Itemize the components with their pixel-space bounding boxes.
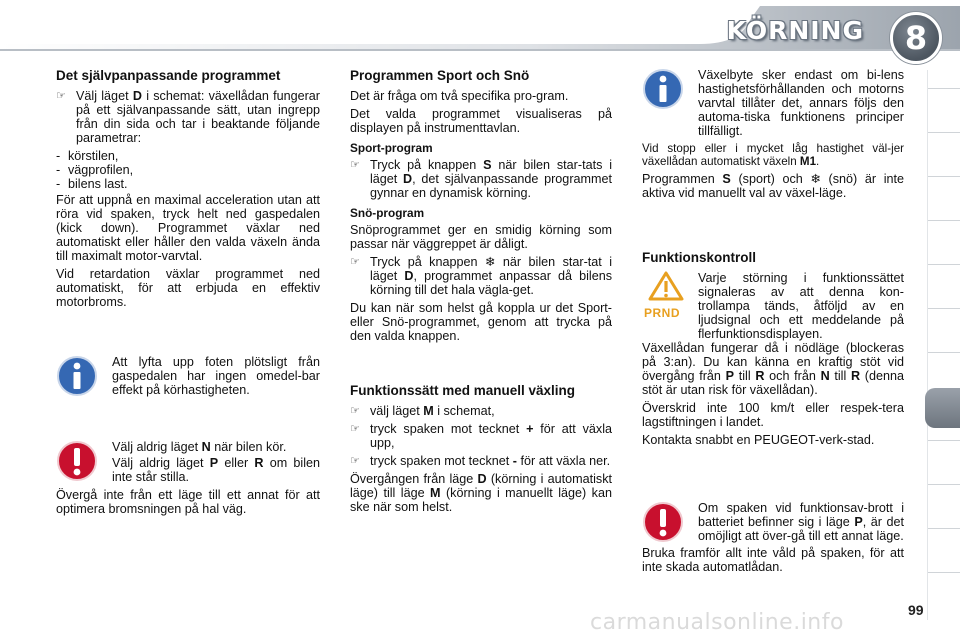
tab-divider [928, 88, 960, 89]
subtitle-snow: Snö-program [350, 206, 425, 220]
warning-note: Om spaken vid funktionsav-brott i batteriet befinner sig i läge P, är det omöjligt att över-gå till ett annat läge. [642, 501, 904, 546]
paragraph-speed: Överskrid inte 100 km/t eller respek-tera lagstiftningen i landet. [642, 401, 904, 429]
list-item: - körstilen, [56, 149, 119, 163]
tab-divider [928, 308, 960, 309]
paragraph-snow: Snöprogrammet ger en smidig körning som passar när väggreppet är dåligt. [350, 223, 612, 251]
paragraph-contact: Kontakta snabbt en PEUGEOT-verk-stad. [642, 433, 875, 447]
tab-divider [928, 572, 960, 573]
column-left [56, 68, 320, 520]
prnd-warning-icon [642, 271, 698, 320]
info-icon [56, 355, 112, 400]
list-item: - bilens last. [56, 177, 128, 191]
bullet-manual-m: ☞ välj läget M i schemat, [350, 404, 495, 418]
warning-icon [56, 440, 112, 485]
bullet-sport: ☞ Tryck på knappen S när bilen star-tats i läget D, det självanpassande programmet gynnar en dynamisk körning. [350, 158, 613, 200]
pointing-hand-icon: ☞ [56, 90, 66, 102]
pointing-hand-icon: ☞ [350, 455, 360, 467]
chapter-title: KÖRNING [726, 16, 864, 45]
info-icon [642, 68, 698, 113]
warning-icon [642, 501, 698, 546]
tab-divider [928, 132, 960, 133]
pointing-hand-icon: ☞ [350, 423, 360, 435]
paragraph-force: Bruka framför allt inte våld på spaken, för att inte skada automatlådan. [642, 546, 904, 574]
list-item: - vägprofilen, [56, 163, 134, 177]
paragraph-slippery: Övergå inte från ett läge till ett annat för att optimera bromsningen på hal väg. [56, 488, 320, 516]
info-note: Att lyfta upp foten plötsligt från gaspedalen har ingen omedel-bar effekt på körhastigheten. [56, 355, 320, 400]
paragraph-stop: Vid stopp eller i mycket låg hastighet väl-jer växellådan automatiskt växeln M1. [642, 142, 904, 168]
prnd-label: PRND [644, 306, 681, 320]
watermark: carmanualsonline.info [590, 610, 844, 635]
bullet-select-d: ☞ Välj läget D i schemat: växellådan fungerar på ett självanpassande sätt, utan ingrepp från din sida och tar i beaktande följande parametrar: [56, 89, 320, 145]
tab-divider [928, 352, 960, 353]
bullet-snow: ☞ Tryck på knappen ❄ när bilen star-tat i läget D, programmet anpassar då bilens körning till det hala vägla-get. [350, 255, 612, 297]
paragraph-kickdown: För att uppnå en maximal acceleration utan att röra vid spaken, tryck helt ned gaspedalen (kick down). Programmet växlar ned automatiskt eller håller den valda växeln ända till maximalt motor-varvtal. [56, 193, 320, 263]
pointing-hand-icon: ☞ [350, 159, 360, 171]
section-title-manual: Funktionssätt med manuell växling [350, 383, 576, 398]
tab-divider [928, 528, 960, 529]
tab-divider [928, 264, 960, 265]
tab-divider [928, 220, 960, 221]
column-right [642, 68, 904, 578]
bullet-manual-up: ☞ tryck spaken mot tecknet + för att växla upp, [350, 422, 612, 450]
section-title-sport-snow: Programmen Sport och Snö [350, 68, 530, 83]
pointing-hand-icon: ☞ [350, 256, 360, 268]
paragraph-retardation: Vid retardation växlar programmet ned automatiskt, för att erbjuda en effektiv motorbroms. [56, 267, 320, 309]
paragraph-display: Det valda programmet visualiseras på displayen på instrumenttavlan. [350, 107, 612, 135]
column-middle [350, 68, 612, 518]
subtitle-sport: Sport-program [350, 141, 433, 155]
info-note: Växelbyte sker endast om bi-lens hastighetsförhållanden och motorns varvtal tillåter det, annars följs den automa-tiska funktionens principer tillfälligt. [642, 68, 904, 138]
tab-divider [928, 484, 960, 485]
page-header [0, 0, 960, 62]
bullet-manual-down: ☞ tryck spaken mot tecknet - för att växla ner. [350, 454, 611, 468]
paragraph-transition: Övergången från läge D (körning i automatiskt läge) till läge M (körning i manuellt läge) kan ske när som helst. [350, 472, 612, 514]
page-number: 99 [908, 602, 924, 618]
tab-divider [928, 176, 960, 177]
prnd-note: PRND Varje störning i funktionssättet signaleras av att denna kon-trollampa tänds, åtföljd av en ljudsignal och ett meddelande på flerfunktionsdisplayen. [644, 271, 904, 341]
pointing-hand-icon: ☞ [350, 405, 360, 417]
chapter-tab-active[interactable] [925, 388, 960, 428]
tab-divider [928, 440, 960, 441]
paragraph-emergency: Växellådan fungerar då i nödläge (blockeras på 3:an). Du kan känna en kraftig stöt vid övergång från P till R och från N till R (denna stöt är utan risk för växellådan). [642, 341, 904, 397]
section-title-adaptive: Det självpanpassande programmet [56, 68, 281, 83]
paragraph-intro: Det är fråga om två specifika pro-gram. [350, 89, 569, 103]
warning-note: Välj aldrig läget N när bilen kör. Välj aldrig läget P eller R om bilen inte står stilla. [56, 440, 320, 488]
side-tabs [928, 70, 960, 610]
paragraph-cancel: Du kan när som helst gå koppla ur det Sport- eller Snö-programmet, genom att trycka på den valda knappen. [350, 301, 612, 343]
paragraph-programs: Programmen S (sport) och ❄ (snö) är inte aktiva vid manuellt val av växel-läge. [642, 172, 904, 200]
chapter-number: 8 [890, 12, 942, 64]
section-title-control: Funktionskontroll [642, 250, 756, 265]
